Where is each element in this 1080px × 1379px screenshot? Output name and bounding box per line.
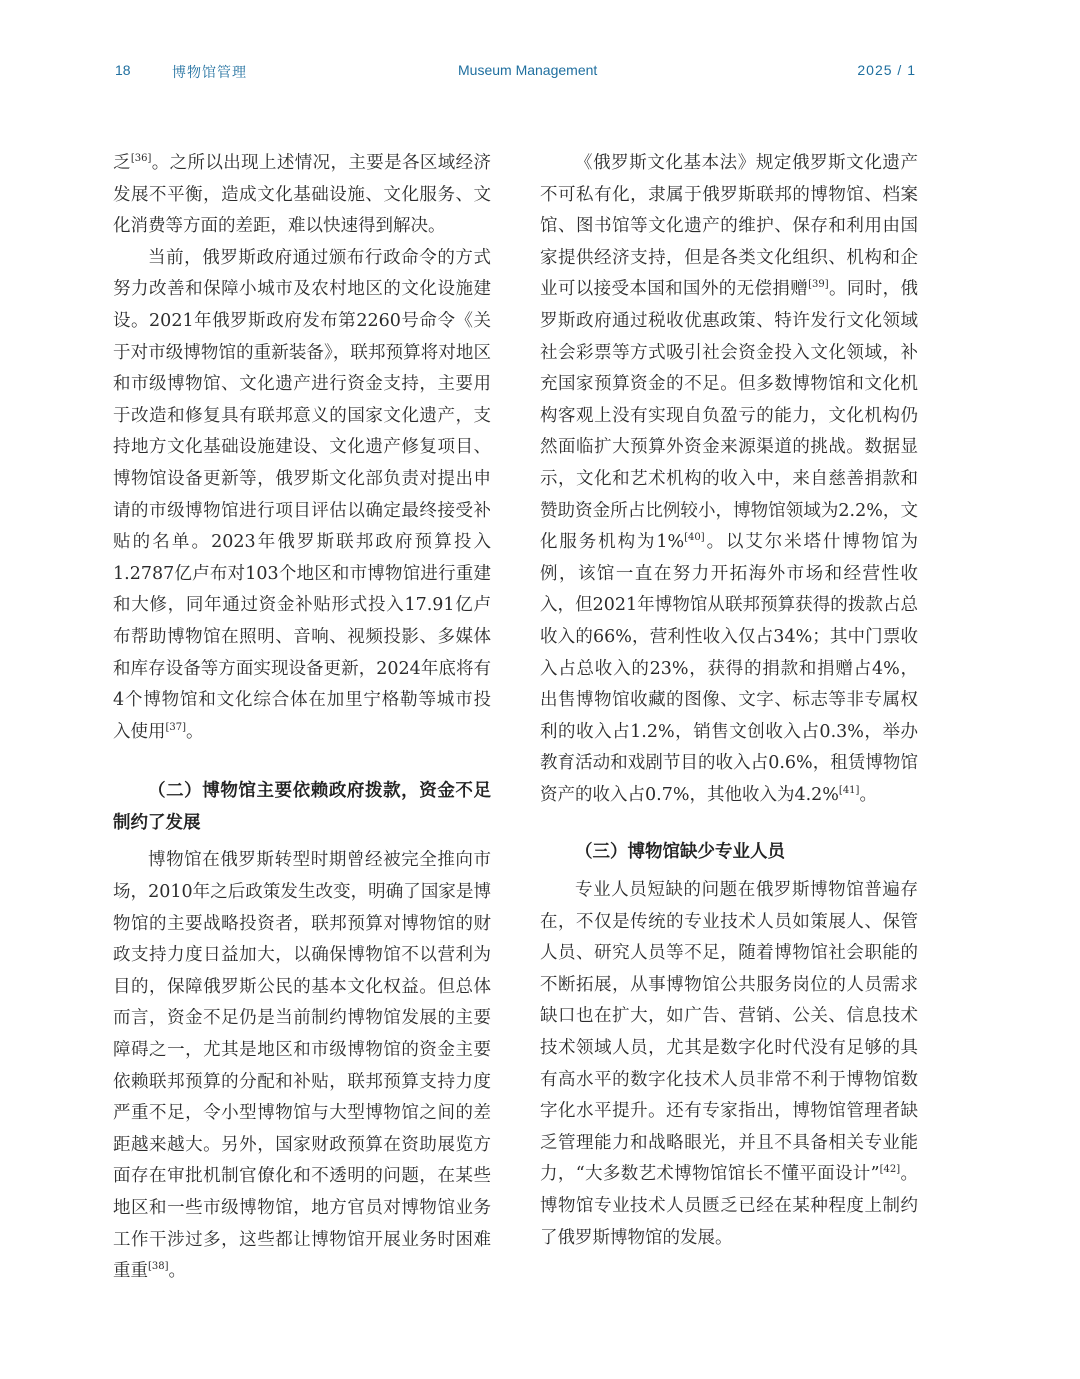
citation-ref[interactable]: [42] — [879, 1164, 901, 1176]
journal-title-en: Museum Management — [458, 62, 598, 78]
journal-title-cn: 博物馆管理 — [172, 64, 247, 80]
issue-label: 2025 / 1 — [857, 62, 916, 78]
citation-ref[interactable]: [36] — [130, 153, 152, 165]
paragraph: 《俄罗斯文化基本法》规定俄罗斯文化遗产不可私有化，隶属于俄罗斯联邦的博物馆、档案馆、图书馆等文化遗产的维护、保存和利用由国家提供经济支持，但是各类文化组织、机构和企业可以接受本国和国外的无偿捐赠[39]。同时，俄罗斯政府通过税收优惠政策、特许发行文化领域社会彩票等方式吸引社会资金投入文化领域，补充国家预算资金的不足。但多数博物馆和文化机构客观上没有实现自负盈亏的能力，文化机构仍然面临扩大预算外资金来源渠道的挑战。数据显示，文化和艺术机构的收入中，来自慈善捐款和赞助资金所占比例较小，博物馆领域为2.2%，文化服务机构为1%[40]。以艾尔米塔什博物馆为例，该馆一直在努力开拓海外市场和经营性收入，但2021年博物馆从联邦预算获得的拨款占总收入的66%，营利性收入仅占34%；其中门票收入占总收入的23%，获得的捐款和捐赠占4%，出售博物馆收藏的图像、文字、标志等非专属权利的收入占1.2%，销售文创收入占0.3%，举办教育活动和戏剧节目的收入占0.6%，租赁博物馆资产的收入占0.7%，其他收入为4.2%[41]。 — [540, 153, 919, 805]
paragraph: 博物馆在俄罗斯转型时期曾经被完全推向市场，2010年之后政策发生改变，明确了国家是博物馆的主要战略投资者，联邦预算对博物馆的财政支持力度日益加大，以确保博物馆不以营利为目的，保障俄罗斯公民的基本文化权益。但总体而言，资金不足仍是当前制约博物馆发展的主要障碍之一，尤其是地区和市级博物馆的资金主要依赖联邦预算的分配和补贴，联邦预算支持力度严重不足，令小型博物馆与大型博物馆之间的差距越来越大。另外，国家财政预算在资助展览方面存在审批机制官僚化和不透明的问题，在某些地区和一些市级博物馆，地方官员对博物馆业务工作干涉过多，这些都让博物馆开展业务时困难重重[38]。 — [113, 850, 491, 1282]
right-column — [540, 148, 918, 1254]
citation-ref[interactable]: [37] — [165, 721, 187, 733]
section-heading: （三）博物馆缺少专业人员 — [575, 842, 785, 863]
page-number: 18 — [115, 62, 131, 78]
citation-ref[interactable]: [38] — [148, 1261, 169, 1273]
citation-ref[interactable]: [40] — [684, 532, 705, 544]
page-header — [0, 62, 1080, 84]
paragraph: 当前，俄罗斯政府通过颁布行政命令的方式努力改善和保障小城市及农村地区的文化设施建设。2021年俄罗斯政府发布第2260号命令《关于对市级博物馆的重新装备》，联邦预算将对地区和市级博物馆、文化遗产进行资金支持，主要用于改造和修复具有联邦意义的国家文化遗产，支持地方文化基础设施建设、文化遗产修复项目、博物馆设备更新等，俄罗斯文化部负责对提出申请的市级博物馆进行项目评估以确定最终接受补贴的名单。2023年俄罗斯联邦政府预算投入1.2787亿卢布对103个地区和市博物馆进行重建和大修，同年通过资金补贴形式投入17.91亿卢布帮助博物馆在照明、音响、视频投影、多媒体和库存设备等方面实现设备更新，2024年底将有4个博物馆和文化综合体在加里宁格勒等城市投入使用[37]。 — [113, 247, 491, 742]
citation-ref[interactable]: [41] — [838, 785, 860, 797]
section-heading: （二）博物馆主要依赖政府拨款，资金不足制约了发展 — [113, 781, 491, 833]
paragraph: 专业人员短缺的问题在俄罗斯博物馆普遍存在，不仅是传统的专业技术人员如策展人、保管人员、研究人员等不足，随着博物馆社会职能的不断拓展，从事博物馆公共服务岗位的人员需求缺口也在扩大，如广告、营销、公关、信息技术技术领域人员，尤其是数字化时代没有足够的具有高水平的数字化技术人员非常不利于博物馆数字化水平提升。还有专家指出，博物馆管理者缺乏管理能力和战略眼光，并且不具备相关专业能力，“大多数艺术博物馆馆长不懂平面设计”[42]。博物馆专业技术人员匮乏已经在某种程度上制约了俄罗斯博物馆的发展。 — [540, 880, 918, 1248]
paragraph: 乏[36]。之所以出现上述情况，主要是各区域经济发展不平衡，造成文化基础设施、文化服务、文化消费等方面的差距，难以快速得到解决。 — [113, 153, 492, 237]
citation-ref[interactable]: [39] — [808, 279, 829, 291]
left-column — [113, 148, 491, 1288]
